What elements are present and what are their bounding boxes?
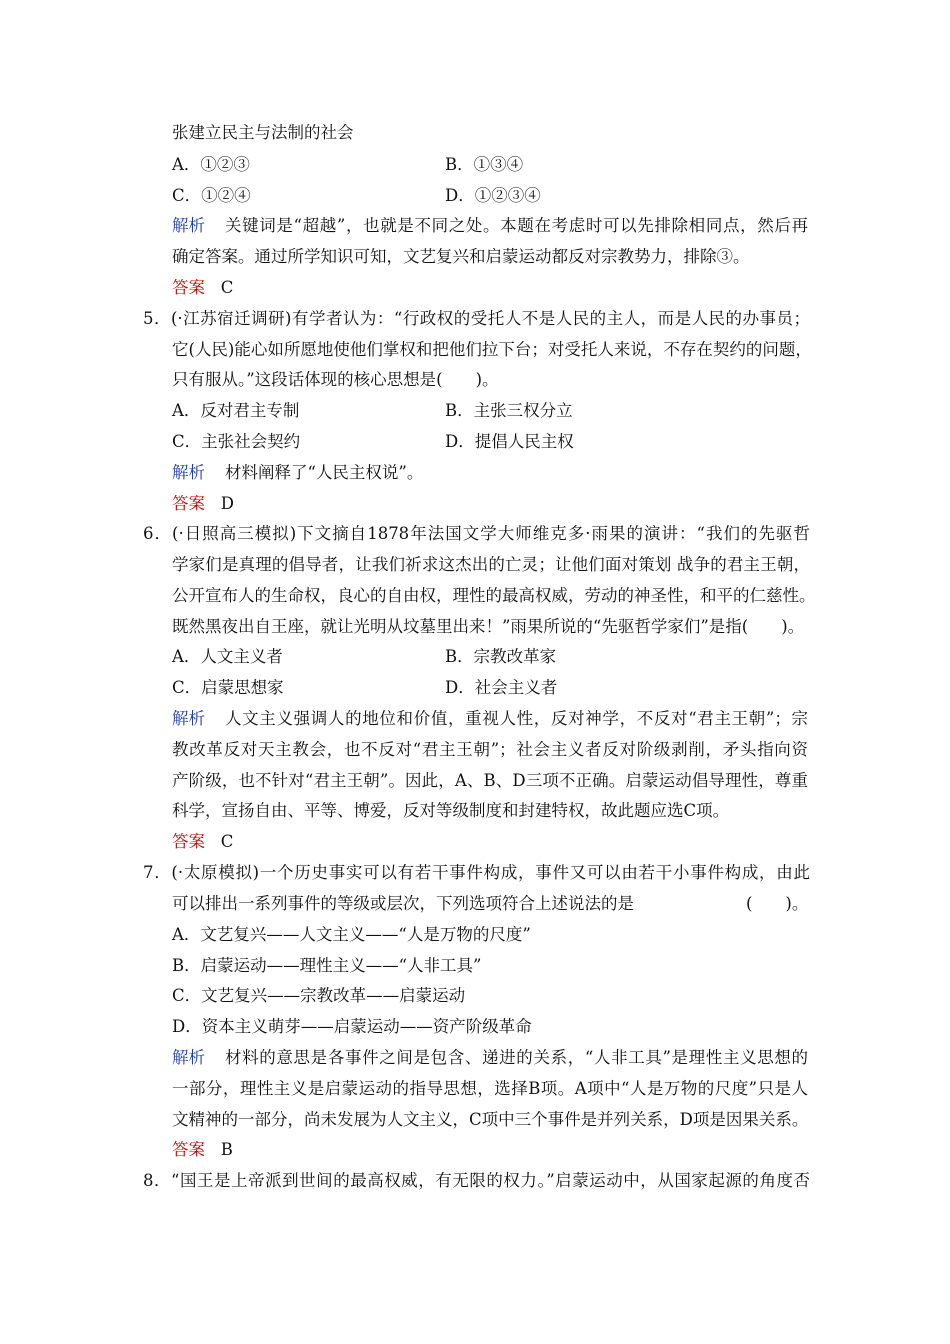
analysis-text: 文精神的一部分，尚未发展为人文主义，C项中三个事件是并列关系，D项是因果关系。	[172, 1110, 809, 1129]
analysis-label: 解析	[172, 1048, 205, 1067]
question-5-stem: 只有服从。”这段话体现的核心思想是( )。	[172, 370, 499, 389]
option-b: B．①③④	[445, 155, 524, 174]
option-d: D．社会主义者	[445, 678, 558, 697]
option-a: A．文艺复兴——人文主义——“人是万物的尺度”	[172, 925, 531, 944]
question-6-stem: 6．(·日照高三模拟)下文摘自1878年法国文学大师维克多·雨果的演讲：“我们的先驱哲	[143, 524, 810, 543]
question-6-stem: 既然黑夜出自王座，就让光明从坟墓里出来！”雨果所说的“先驱哲学家们”是指( )。	[172, 617, 805, 636]
option-a: A．①②③	[172, 155, 250, 174]
analysis-text: 关键词是“超越”，也就是不同之处。本题在考虑时可以先排除相同点，然后再	[225, 216, 808, 235]
analysis-text: 产阶级，也不针对“君主王朝”。因此，A、B、D三项不正确。启蒙运动倡导理性，尊重	[172, 771, 808, 790]
question-6-stem: 公开宣布人的生命权，良心的自由权，理性的最高权威，劳动的神圣性，和平的仁慈性。	[172, 586, 816, 605]
analysis-text: 教改革反对天主教会，也不反对“君主王朝”；社会主义者反对阶级剥削，矛头指向资	[172, 740, 808, 759]
answer-label: 答案	[172, 832, 205, 851]
option-b: B．启蒙运动——理性主义——“人非工具”	[172, 956, 482, 975]
answer-value: C	[220, 832, 234, 851]
analysis-text: 科学，宣扬自由、平等、博爱，反对等级制度和封建特权，故此题应选C项。	[172, 801, 730, 820]
option-b: B．主张三权分立	[445, 401, 573, 420]
question-8-stem: 8．“国王是上帝派到世间的最高权威，有无限的权力。”启蒙运动中，从国家起源的角度否	[143, 1171, 810, 1190]
option-a: A．人文主义者	[172, 647, 283, 666]
option-c: C．文艺复兴——宗教改革——启蒙运动	[172, 986, 466, 1005]
analysis-text: 一部分，理性主义是启蒙运动的指导思想，选择B项。A项中“人是万物的尺度”只是人	[172, 1079, 808, 1098]
answer-line	[172, 494, 234, 514]
analysis-text: 材料的意思是各事件之间是包含、递进的关系，“人非工具”是理性主义思想的	[225, 1048, 808, 1067]
answer-value: C	[220, 278, 234, 297]
answer-label: 答案	[172, 1140, 205, 1159]
option-b: B．宗教改革家	[445, 647, 557, 666]
option-c: C．启蒙思想家	[172, 678, 284, 697]
answer-value: D	[220, 494, 234, 513]
answer-label: 答案	[172, 278, 205, 297]
analysis-text: 确定答案。通过所学知识可知，文艺复兴和启蒙运动都反对宗教势力，排除③。	[172, 247, 750, 266]
option-c: C．主张社会契约	[172, 432, 301, 451]
analysis-label: 解析	[172, 463, 205, 482]
question-4-continuation: 张建立民主与法制的社会	[172, 123, 354, 142]
question-7-stem: 7．(·太原模拟)一个历史事实可以有若干事件构成，事件又可以由若干小事件构成，由此	[143, 863, 810, 882]
question-7-stem: 可以排出一系列事件的等级或层次，下列选项符合上述说法的是	[172, 894, 634, 913]
option-d: D．提倡人民主权	[445, 432, 574, 451]
answer-line	[172, 278, 233, 298]
answer-label: 答案	[172, 494, 205, 513]
answer-value: B	[220, 1140, 233, 1159]
option-a: A．反对君主专制	[172, 401, 300, 420]
analysis-text: 材料阐释了“人民主权说”。	[225, 463, 424, 482]
answer-line	[172, 832, 233, 852]
option-d: D．①②③④	[445, 186, 541, 205]
question-6-stem: 学家们是真理的倡导者，让我们祈求这杰出的亡灵；让他们面对策划 战争的君主王朝，	[172, 555, 810, 574]
answer-line	[172, 1140, 233, 1160]
question-5-stem: 5．(·江苏宿迁调研)有学者认为：“行政权的受托人不是人民的主人，而是人民的办事员；	[143, 309, 810, 328]
question-5-stem: 它(人民)能心如所愿地使他们掌权和把他们拉下台；对受托人来说，不存在契约的问题，	[172, 340, 812, 359]
analysis-label: 解析	[172, 216, 205, 235]
option-c: C．①②④	[172, 186, 251, 205]
analysis-text: 人文主义强调人的地位和价值，重视人性，反对神学，不反对“君主王朝”；宗	[225, 709, 808, 728]
answer-bracket: ( )。	[746, 894, 809, 913]
analysis-label: 解析	[172, 709, 205, 728]
option-d: D．资本主义萌芽——启蒙运动——资产阶级革命	[172, 1017, 532, 1036]
